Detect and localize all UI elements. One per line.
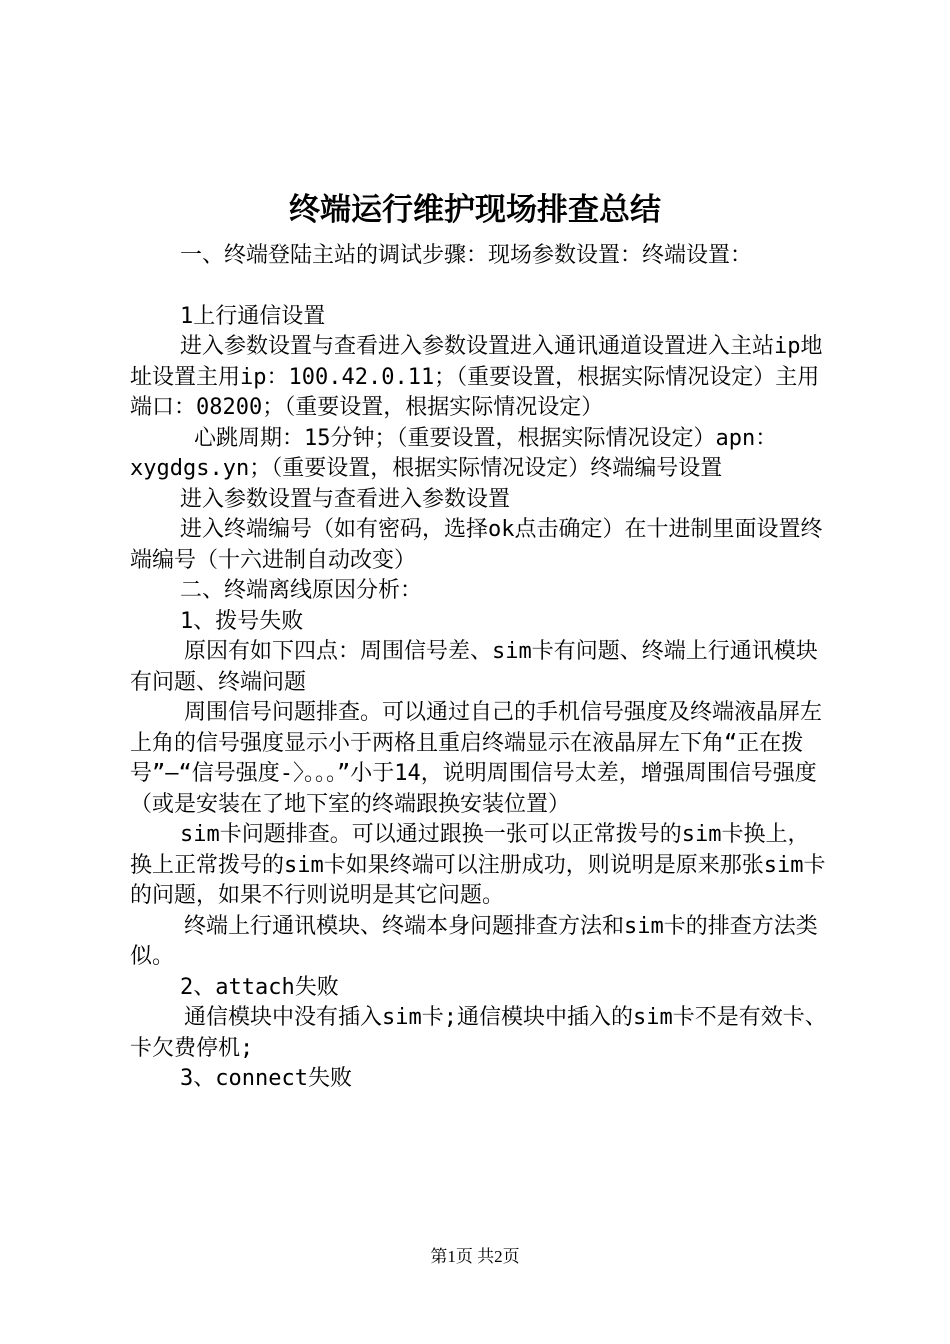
paragraph-dial-reasons: 原因有如下四点：周围信号差、sim卡有问题、终端上行通讯模块有问题、终端问题 — [130, 639, 818, 695]
document-body — [130, 241, 830, 1095]
paragraph-param-view: 进入参数设置与查看进入参数设置 — [180, 486, 511, 512]
page-footer: 第1页 共2页 — [430, 1247, 520, 1266]
paragraph-section-2-heading: 二、终端离线原因分析： — [180, 578, 423, 603]
paragraph-dial-failure: 1、拨号失败 — [180, 608, 304, 634]
paragraph-uplink-heading: 1上行通信设置 — [180, 303, 326, 329]
paragraph-sim-check: sim卡问题排查。可以通过跟换一张可以正常拨号的sim卡换上，换上正常拨号的sim卡如果终端可以注册成功，则说明是原来那张sim卡的问题，如果不行则说明是其它问题。 — [130, 822, 826, 908]
paragraph-terminal-number: 进入终端编号（如有密码，选择ok点击确定）在十进制里面设置终端编号（十六进制自动改变） — [130, 517, 823, 573]
document-title: 终端运行维护现场排查总结 — [289, 192, 661, 228]
paragraph-module-check: 终端上行通讯模块、终端本身问题排查方法和sim卡的排查方法类似。 — [130, 913, 818, 969]
paragraph-heartbeat: 心跳周期：15分钟；（重要设置，根据实际情况设定）apn：xygdgs.yn；（重要设置，根据实际情况设定）终端编号设置 — [130, 425, 778, 481]
paragraph-attach-failure: 2、attach失败 — [180, 974, 339, 1000]
paragraph-attach-reasons: 通信模块中没有插入sim卡;通信模块中插入的sim卡不是有效卡、卡欠费停机; — [130, 1005, 827, 1061]
paragraph-connect-failure: 3、connect失败 — [180, 1066, 352, 1091]
paragraph-signal-check: 周围信号问题排查。可以通过自己的手机信号强度及终端液晶屏左上角的信号强度显示小于两格且重启终端显示在液晶屏左下角“正在拨号”—“信号强度-〉。。。”小于14，说明周围信号太差，增强周围信号强度（或是安装在了地下室的终端跟换安装位置） — [130, 700, 823, 817]
paragraph-section-1-heading: 一、终端登陆主站的调试步骤：现场参数设置：终端设置： — [180, 243, 753, 268]
paragraph-uplink-settings: 进入参数设置与查看进入参数设置进入通讯通道设置进入主站ip地址设置主用ip：100.42.0.11；（重要设置，根据实际情况设定）主用端口：08200；（重要设置，根据实际情况设定） — [130, 334, 823, 420]
